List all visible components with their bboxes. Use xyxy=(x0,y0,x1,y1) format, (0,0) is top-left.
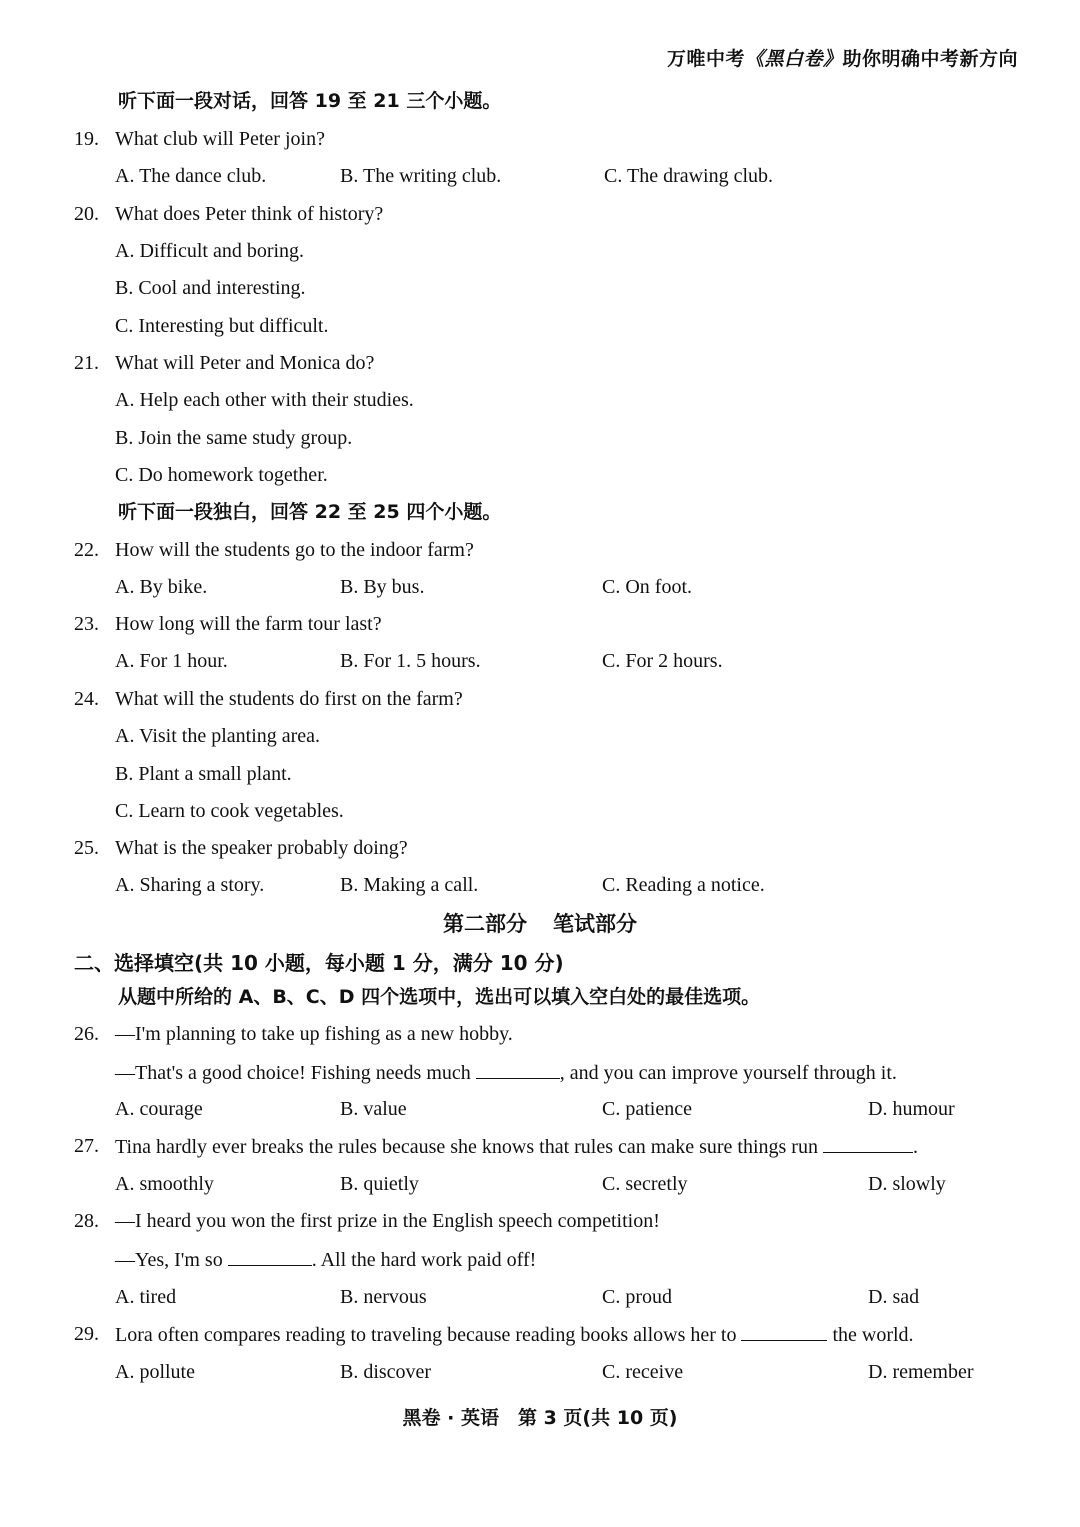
option-c: C. proud xyxy=(602,1286,672,1308)
question-text: What does Peter think of history? xyxy=(115,203,384,225)
option-a: A. Sharing a story. xyxy=(115,874,265,896)
option-d: D. remember xyxy=(868,1361,974,1383)
answer-blank xyxy=(228,1247,312,1266)
answer-blank xyxy=(741,1322,827,1341)
option-b: B. For 1. 5 hours. xyxy=(340,650,481,672)
question-text: What club will Peter join? xyxy=(115,128,325,150)
question-number: 27. xyxy=(74,1135,99,1157)
page-footer: 黑卷 · 英语 第 3 页(共 10 页) xyxy=(402,1407,678,1429)
option-a: A. smoothly xyxy=(115,1173,214,1195)
option-c: C. For 2 hours. xyxy=(602,650,723,672)
page-header xyxy=(667,44,1018,71)
question-text: What will Peter and Monica do? xyxy=(115,352,375,374)
monologue-instruction: 听下面一段独白，回答 22 至 25 四个小题。 xyxy=(118,501,502,523)
question-number: 29. xyxy=(74,1323,99,1345)
question-text: Lora often compares reading to traveling because reading books allows her to xyxy=(115,1324,737,1346)
option-c: C. On foot. xyxy=(602,576,692,598)
answer-blank xyxy=(823,1134,913,1153)
option-c: C. secretly xyxy=(602,1173,688,1195)
question-number: 21. xyxy=(74,352,99,374)
question-text-end: . xyxy=(912,1136,918,1158)
option-a: A. courage xyxy=(115,1098,203,1120)
question-number: 24. xyxy=(74,688,99,710)
option-a: A. tired xyxy=(115,1286,177,1308)
response-text: . All the hard work paid off! xyxy=(311,1249,537,1271)
question-number: 25. xyxy=(74,837,99,859)
question-number: 20. xyxy=(74,203,99,225)
option-c: C. Reading a notice. xyxy=(602,874,765,896)
option-a: A. Visit the planting area. xyxy=(115,725,321,747)
response-text: , and you can improve yourself through it. xyxy=(559,1062,897,1084)
question-text: —I heard you won the first prize in the English speech competition! xyxy=(115,1210,660,1232)
question-text-end: the world. xyxy=(832,1324,914,1346)
question-number: 19. xyxy=(74,128,99,150)
option-b: B. By bus. xyxy=(340,576,425,598)
option-b: B. value xyxy=(340,1098,407,1120)
question-26-response xyxy=(115,1060,897,1085)
question-text: How long will the farm tour last? xyxy=(115,613,382,635)
option-d: D. slowly xyxy=(868,1173,946,1195)
section-heading xyxy=(0,908,1080,938)
question-text: How will the students go to the indoor farm? xyxy=(115,539,474,561)
option-b: B. discover xyxy=(340,1361,432,1383)
header-brand: 《黑白卷》 xyxy=(744,48,843,70)
option-b: B. Plant a small plant. xyxy=(115,763,292,785)
question-number: 22. xyxy=(74,539,99,561)
option-c: C. Do homework together. xyxy=(115,464,328,486)
question-text: —I'm planning to take up fishing as a new hobby. xyxy=(115,1023,513,1045)
part-two-instruction: 从题中所给的 A、B、C、D 四个选项中，选出可以填入空白处的最佳选项。 xyxy=(118,986,761,1008)
option-b: B. Cool and interesting. xyxy=(115,277,306,299)
answer-blank xyxy=(476,1060,560,1079)
header-suffix: 助你明确中考新方向 xyxy=(842,48,1018,70)
question-number: 23. xyxy=(74,613,99,635)
option-c: C. receive xyxy=(602,1361,684,1383)
option-d: D. sad xyxy=(868,1286,920,1308)
question-28-response xyxy=(115,1247,536,1272)
option-b: B. nervous xyxy=(340,1286,427,1308)
response-text: —That's a good choice! Fishing needs much xyxy=(115,1062,471,1084)
option-a: A. For 1 hour. xyxy=(115,650,228,672)
question-number: 26. xyxy=(74,1023,99,1045)
option-a: A. The dance club. xyxy=(115,165,267,187)
header-prefix: 万唯中考 xyxy=(666,48,745,70)
option-a: A. By bike. xyxy=(115,576,208,598)
question-text: What will the students do first on the farm? xyxy=(115,688,463,710)
option-d: D. humour xyxy=(868,1098,955,1120)
response-text: —Yes, I'm so xyxy=(115,1249,223,1271)
section-name: 笔试部分 xyxy=(553,912,637,936)
part-two-title: 二、选择填空(共 10 小题，每小题 1 分，满分 10 分) xyxy=(74,951,564,975)
option-a: A. pollute xyxy=(115,1361,195,1383)
option-b: B. Making a call. xyxy=(340,874,479,896)
question-text: What is the speaker probably doing? xyxy=(115,837,408,859)
option-b: B. quietly xyxy=(340,1173,419,1195)
option-b: B. The writing club. xyxy=(340,165,502,187)
option-c: C. The drawing club. xyxy=(604,165,774,187)
option-a: A. Difficult and boring. xyxy=(115,240,305,262)
option-c: C. patience xyxy=(602,1098,692,1120)
dialogue-instruction: 听下面一段对话，回答 19 至 21 三个小题。 xyxy=(118,90,502,112)
question-number: 28. xyxy=(74,1210,99,1232)
section-part: 第二部分 xyxy=(443,912,527,936)
question-text: Tina hardly ever breaks the rules because she knows that rules can make sure things run xyxy=(115,1136,818,1158)
option-a: A. Help each other with their studies. xyxy=(115,389,414,411)
option-b: B. Join the same study group. xyxy=(115,427,353,449)
option-c: C. Learn to cook vegetables. xyxy=(115,800,344,822)
option-c: C. Interesting but difficult. xyxy=(115,315,329,337)
